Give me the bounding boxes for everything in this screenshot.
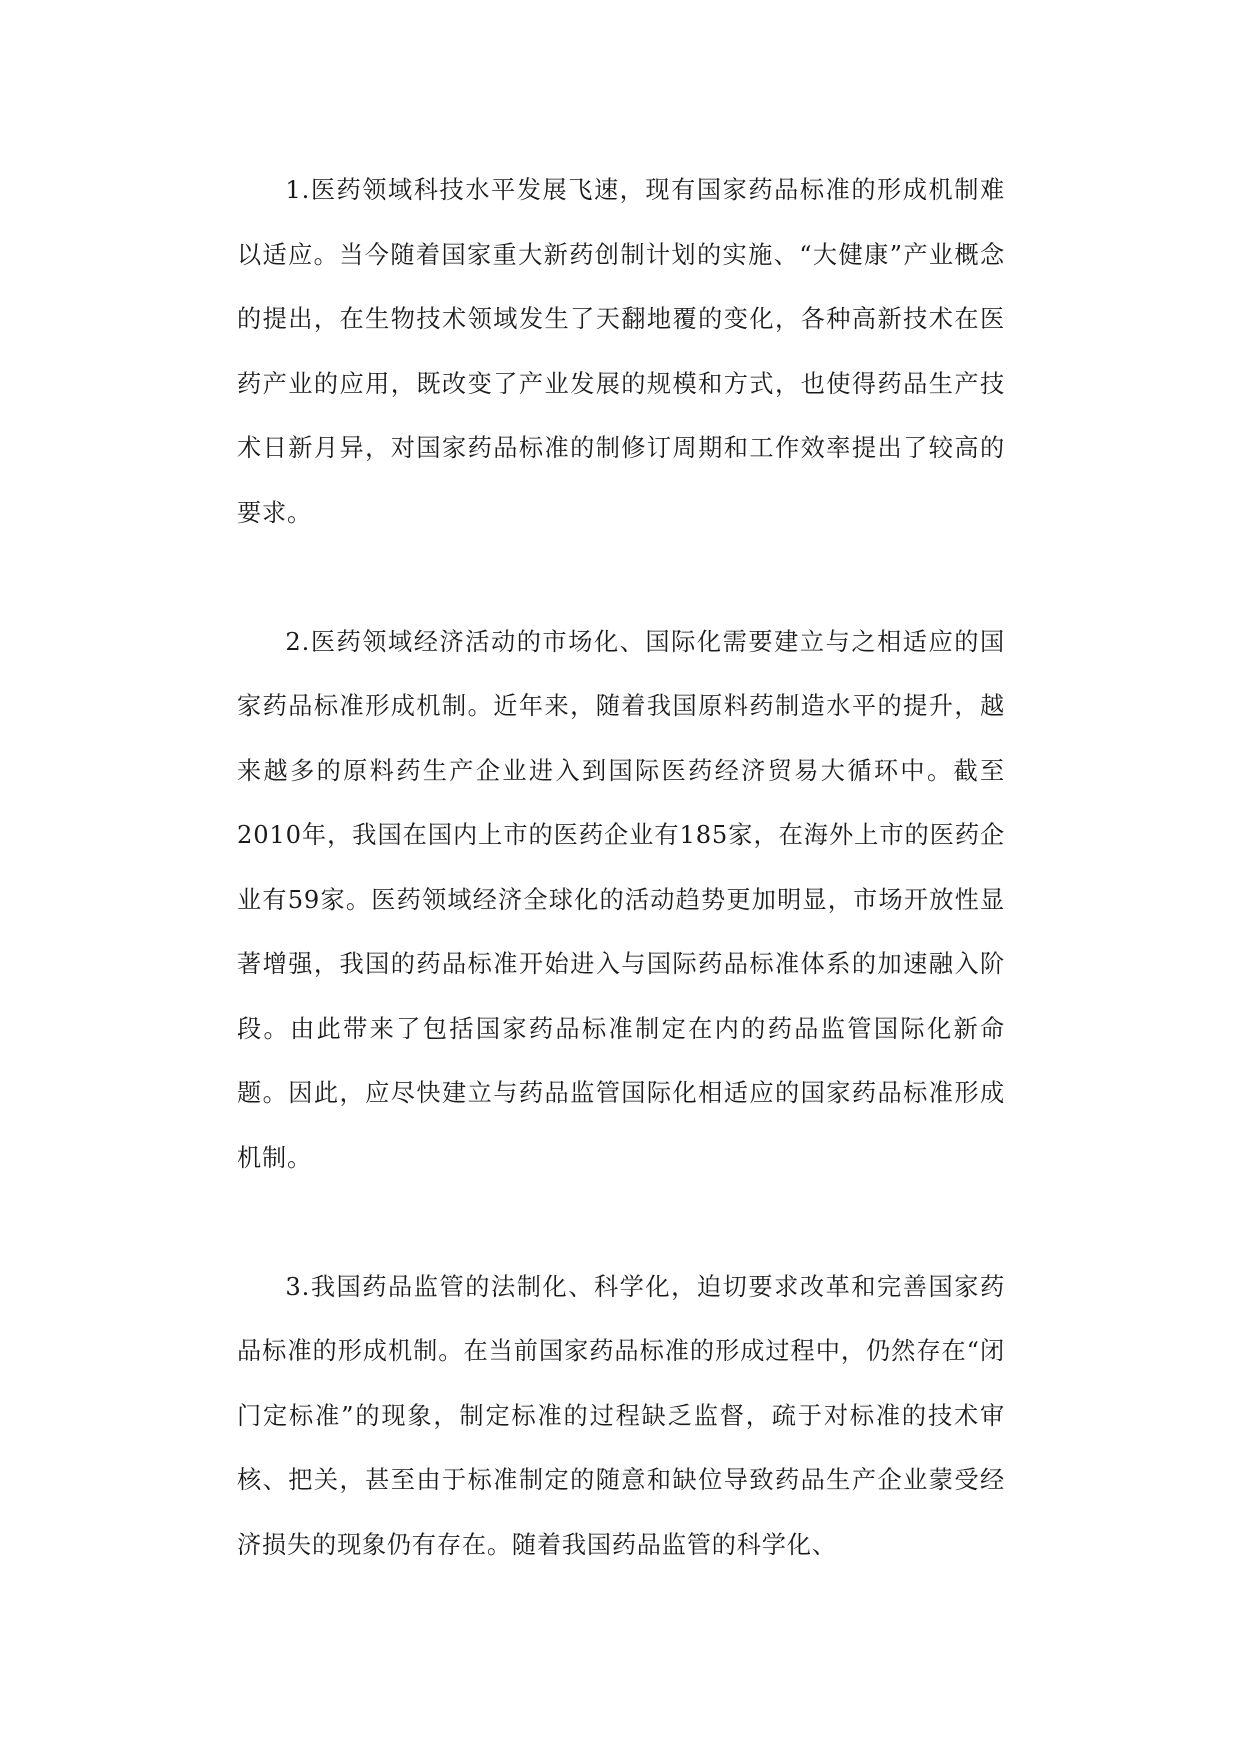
paragraph-1: 1.医药领域科技水平发展飞速，现有国家药品标准的形成机制难以适应。当今随着国家重大新药创制计划的实施、“大健康”产业概念的提出，在生物技术领域发生了天翻地覆的变化，各种高新技术在医药产业的应用，既改变了产业发展的规模和方式，也使得药品生产技术日新月异，对国家药品标准的制修订周期和工作效率提出了较高的要求。 [237, 176, 1005, 527]
document-body [237, 158, 1005, 1577]
paragraph-2: 2.医药领域经济活动的市场化、国际化需要建立与之相适应的国家药品标准形成机制。近年来，随着我国原料药制造水平的提升，越来越多的原料药生产企业进入到国际医药经济贸易大循环中。截至2010年，我国在国内上市的医药企业有185家，在海外上市的医药企业有59家。医药领域经济全球化的活动趋势更加明显，市场开放性显著增强，我国的药品标准开始进入与国际药品标准体系的加速融入阶段。由此带来了包括国家药品标准制定在内的药品监管国际化新命题。因此，应尽快建立与药品监管国际化相适应的国家药品标准形成机制。 [237, 627, 1005, 1172]
paragraph-3: 3.我国药品监管的法制化、科学化，迫切要求改革和完善国家药品标准的形成机制。在当前国家药品标准的形成过程中，仍然存在“闭门定标准”的现象，制定标准的过程缺乏监督，疏于对标准的技术审核、把关，甚至由于标准制定的随意和缺位导致药品生产企业蒙受经济损失的现象仍有存在。随着我国药品监管的科学化、 [237, 1272, 1005, 1559]
